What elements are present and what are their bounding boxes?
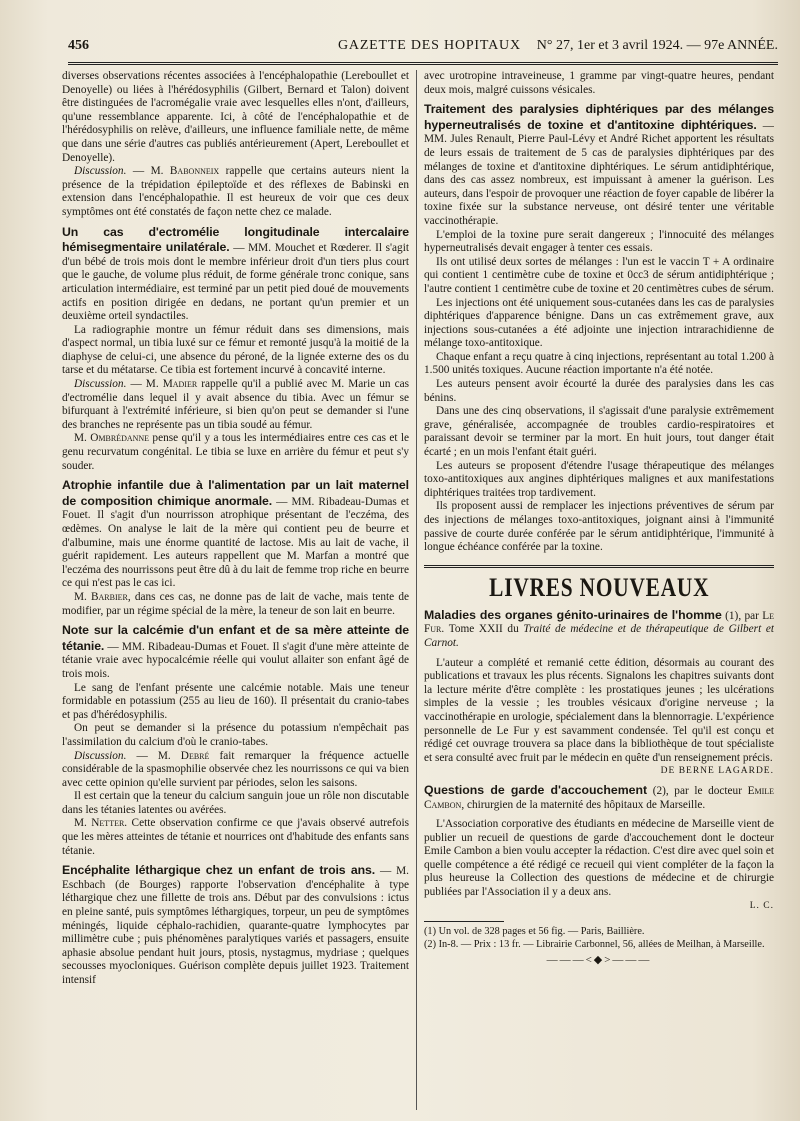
section-authors: — MM. Mouchet et Rœderer. [233, 242, 372, 255]
right-column [424, 70, 774, 1115]
paragraph: Ils ont utilisé deux sortes de mélanges : l'un est le vaccin T + A ordinaire qui contient 1 centimètre cube de toxine et 0cc3 de sérum antidiphtérique ; l'autre contient 1 centimètre cube de toxine et 20 centimètres cubes de sérum. [424, 255, 774, 295]
paragraph: Chaque enfant a reçu quatre à cinq injections, représentant au total 1.200 à 1.500 unités toxiques. Aucune réaction importante n'a été notée. [424, 350, 774, 377]
paragraph: On peut se demander si la présence du potassium n'empêchait pas l'assimilation du calcium d'où le cranio-tabes. [62, 722, 409, 748]
section-ectromelie: Un cas d'ectromélie longitudinale intercalaire hémisegmentaire unilatérale. — MM. Mouchet et Rœderer. Il s'agit d'un bébé de trois mois dont le membre inférieur droit d'un tiers plus court que le gauche, de volume plus réduit, de forme générale tronc conique, sans articulation intermédiaire, est terminé par un petit pied doué de mouvements actifs en position dirigée en dedans, ne portant qu'un premier et un deuxième orteil syndactiles. La radiographie montre un fémur réduit dans ses dimensions, mais d'aspect normal, un tibia luxé sur ce fémur et remonté jusqu'à la moitié de la diaphyse de celui-ci, une absence du péroné, de la lignée externe des os du tarse et du métatarse. Ce tibia est fortement incurvé à concavité interne. Discussion. — M. Madier rappelle qu'il a publié avec M. Marie un cas d'ectromélie dans lequel il y avait absence du tibia. Avec un fémur se bifurquant à l'extrémité inférieure, si bien qu'on peut se demander si l'une des branches ne représente pas un tibia soudé au fémur. M. Ombrédanne pense qu'il y a tous les intermédiaires entre ces cas et le genu recurvatum congénital. Le tibia se luxe en arrière du fémur et peut s'y souder. [62, 224, 409, 472]
section-authors: — MM. Jules Renault, Pierre Paul-Lévy et André Richet [424, 119, 774, 146]
book-review-1: Maladies des organes génito-urinaires de l'homme (1), par Le Fur. Tome XXII du Traité de médecine et de thérapeutique de Gilbert et Carnot. L'auteur a complété et remanié cette édition, désormais au courant des publications et travaux les plus récents. Signalons les chapitres suivants dont la lecture mérite d'être complète : les prostatiques jeunes ; les ulcérations simples de la vessie ; les troubles vésicaux d'origine nerveuse ; la vaccinothérapie en urologie, spécialement dans la blennorragie. L'expérience personnelle de Le Fur y est savamment condensée. Tel qu'il est conçu et rédigé cet ouvrage trouvera sa place dans la bibliothèque de tout spécialiste et sera consulté avec fruit par le médecin en quête d'un renseignement précis. DE BERNE LAGARDE. [424, 609, 774, 779]
paragraph: Le sang de l'enfant présente une calcémie notable. Mais une teneur formidable en potassium (255 au lieu de 160). Il présentait du cranio-tabes et pas d'hérédosyphilis. [62, 681, 409, 721]
page-number: 456 [68, 38, 89, 53]
review-text: L'auteur a complété et remanié cette édition, désormais au courant des publications et travaux les plus récents. Signalons les chapitres suivants dont la lecture mérite d'être complète : les prostatiques jeunes ; les ulcérations simples de la vessie ; les troubles vésicaux d'origine nerveuse ; la vaccinothérapie en urologie, spécialement dans la blennorragie. L'expérience personnelle de Le Fur y est savamment condensée. Tel qu'il est conçu et rédigé cet ouvrage trouvera sa place dans la bibliothèque de tout spécialiste et sera consulté avec fruit par le médecin en quête d'un renseignement précis. [424, 656, 774, 764]
section-title: Note sur la calcémie d'un enfant et de sa mère atteinte de tétanie. [62, 623, 409, 653]
book-title: Maladies des organes génito-urinaires de l'homme [424, 607, 722, 622]
paragraph: L'emploi de la toxine pure serait dangereux ; l'innocuité des mélanges hyperneutralisés devait engager à tenter ces essais. [424, 228, 774, 255]
paragraph: M. Barbier, dans ces cas, ne donne pas de lait de vache, mais tente de modifier, par un régime spécial de la mère, la teneur de son lait en beurre. [62, 590, 409, 617]
footnote: (1) Un vol. de 328 pages et 56 fig. — Paris, Baillière. [424, 926, 645, 938]
section-title: Encéphalite léthargique chez un enfant de trois ans. [62, 863, 376, 878]
paragraph: Il est certain que la teneur du calcium sanguin joue un rôle non discutable dans les tétanies latentes ou avérées. [62, 790, 409, 816]
livres-nouveaux-heading: LIVRES NOUVEAUX [488, 572, 710, 602]
paragraph: avec urotropine intraveineuse, 1 gramme par vingt-quatre heures, pendant deux mois, malgré cuissons vésicales. [424, 70, 774, 96]
journal-title: GAZETTE DES HOPITAUX [338, 38, 521, 53]
footnote: (2) In-8. — Prix : 13 fr. — Librairie Carbonnel, 56, allées de Meilhan, à Marseille. [424, 938, 765, 950]
paragraph: Les auteurs se proposent d'étendre l'usage thérapeutique des mélanges toxo-antitoxiques aux angines diphtériques malignes et aux manifestations diphtériques traitées trop tardivement. [424, 459, 774, 499]
section-title: Un cas d'ectromélie longitudinale intercalaire hémisegmentaire unilatérale. [62, 224, 409, 255]
header-rule [68, 62, 778, 65]
paragraph: Ils proposent aussi de remplacer les injections préventives de sérum par des injections de mélanges toxo-antitoxiques, joignant ainsi à l'immunité passive de courte durée conférée par le sérum antidiphtérique, l'immunité à longue échéance conférée par la toxine. [424, 500, 774, 554]
paragraph: Dans une des cinq observations, il s'agissait d'une paralysie extrêmement grave, généralisée, accompagnée de troubles cardio-respiratoires et paraissant devoir se terminer par la mort. En huit jours, tout danger était écarté ; en un mois l'enfant était guéri. [424, 405, 774, 459]
book-title: Questions de garde d'accouchement [424, 782, 648, 797]
section-authors: — M. Eschbach (de Bourges) [62, 865, 409, 891]
discussion-paragraph: Discussion. — M. Debré fait remarquer la fréquence actuelle considérable de la spasmophilie observée chez les nourrissons ce qui va bien avec cette opinion qu'elle survient par périodes, selon les saisons. [62, 749, 409, 789]
review-text: L'Association corporative des étudiants en médecine de Marseille vient de publier un recueil de questions de garde d'accouchement dont le docteur Emile Cambon a bien voulu accepter la rédaction. C'est dire avec quel soin et quelle compétence a été rédigé ce recueil qui vient compléter de la façon la plus heureuse la Collection des questions de médecine et de chirurgie publiées par l'Association il y a deux ans. [424, 818, 774, 899]
discussion-paragraph: Discussion. — M. Madier rappelle qu'il a publié avec M. Marie un cas d'ectromélie dans lequel il y avait absence du tibia. Avec un fémur se bifurquant à l'extrémité inférieure, si bien qu'on peut se demander si l'une des branches ne représente pas un tibia soudé au fémur. [62, 378, 409, 431]
end-ornament: ———<◆>——— [546, 954, 652, 967]
section-encephalite: Encéphalite léthargique chez un enfant de trois ans. — M. Eschbach (de Bourges) rapporte l'observation d'encéphalite à type léthargique chez une fillette de trois ans. Début par des convulsions : ictus en pleine santé, puis symptômes léthargiques, torpeur, un peu de symptômes méningés, liquide céphalo-rachidien, quarante-quatre lymphocytes par millimètre cube ; puis phénomènes paralytiques variés et passagers, ensuite aphasie absolue pendant huit jours, ptosis, nystagmus, mydriase ; quelques secousses myocloniques. Guérison complète depuis juillet 1923. Traitement intensif [62, 863, 409, 986]
section-authors: — MM. Ribadeau-Dumas et Fouet. [62, 495, 409, 522]
left-column [62, 70, 409, 1115]
footnote-rule [424, 921, 504, 922]
review-signature: L. C. [749, 900, 774, 911]
paragraph: M. Ombrédanne pense qu'il y a tous les intermédiaires entre ces cas et le genu recurvatum congénital. Le tibia se luxe en arrière du fémur et peut s'y souder. [62, 432, 409, 472]
section-paralysies: Traitement des paralysies diphtériques par des mélanges hyperneutralisés de toxine et d'antitoxine diphtériques. — MM. Jules Renault, Pierre Paul-Lévy et André Richet apportent les résultats de leurs essais de traitement de 5 cas de paralysies diphtériques par des mélanges de toxine et d'antitoxine diphtériques. Le sérum antidiphtérique, dans des cas assez nombreux, est impuissant à amener la guérison. Les auteurs, dans l'espoir de provoquer une réaction de foyer capable de libérer la toxine fixée sur la substance nerveuse, ont désiré tenter une véritable vaccinothérapie. L'emploi de la toxine pure serait dangereux ; l'innocuité des mélanges hyperneutralisés devait engager à tenter ces essais. Ils ont utilisé deux sortes de mélanges : l'un est le vaccin T + A ordinaire qui contient 1 centimètre cube de toxine et 0cc3 de sérum antidiphtérique ; l'autre contient 1 centimètre cube de toxine et 20 centimètres cubes de sérum. Les injections ont été uniquement sous-cutanées dans les cas de paralysies diphtériques d'apparence bénigne. Dans un cas extrêmement grave, aux injections sous-cutanées a été adjointe une injection intrarachidienne de mélange toxo-antitoxique. Chaque enfant a reçu quatre à cinq injections, représentant au total 1.200 à 1.500 unités toxiques. Aucune réaction importante n'a été notée. Les auteurs pensent avoir écourté la durée des paralysies dans les cas bénins. Dans une des cinq observations, il s'agissait d'une paralysie extrêmement grave, généralisée, accompagnée de troubles cardio-respiratoires et paraissant devoir se terminer par la mort. En huit jours, tout danger était écarté ; en un mois l'enfant était guéri. Les auteurs se proposent d'étendre l'usage thérapeutique des mélanges toxo-antitoxiques aux angines diphtériques malignes et aux manifestations diphtériques traitées trop tardivement. Ils proposent aussi de remplacer les injections préventives de sérum par des injections de mélanges toxo-antitoxiques, joignant ainsi à l'immunité passive de courte durée conférée par le sérum antidiphtérique, l'immunité à longue échéance conférée par la toxine. [424, 102, 774, 554]
page-header [68, 38, 778, 62]
discussion-paragraph: Discussion. — M. Babonneix rappelle que certains auteurs nient la présence de la trépidation épileptoïde et des réflexes de Babinski en extension dans l'encéphalopathie. Il est heureux de voir que ces deux symptômes ont été constatés de façon nette chez ce malade. [62, 165, 409, 218]
paragraph: M. Netter. Cette observation confirme ce que j'avais observé autrefois que les mères atteintes de tétanie et nourrices ont d'habitude des enfants sans tétanie. [62, 817, 409, 857]
section-authors: — MM. Ribadeau-Dumas et Fouet. [107, 640, 270, 653]
column-divider [416, 70, 417, 1110]
section-title: Traitement des paralysies diphtériques par des mélanges hyperneutralisés de toxine et d'antitoxine diphtériques. [424, 102, 774, 132]
section-title: Atrophie infantile due à l'alimentation par un lait maternel de composition chimique anormale. [62, 478, 409, 508]
section-atrophie: Atrophie infantile due à l'alimentation par un lait maternel de composition chimique anormale. — MM. Ribadeau-Dumas et Fouet. Il s'agit d'un nourrisson atrophique présentant de l'eczéma, des œdèmes. On analyse le lait de la mère qui contient peu de beurre et d'albumine, mais une énorme quantité de lactose. Mis au lait de vache, il guérit rapidement. Les auteurs rappellent que M. Marfan a montré que l'eczéma des nourrissons peut être dû à du lait de femme trop riche en beurre ce qui n'est pas le cas ici. M. Barbier, dans ces cas, ne donne pas de lait de vache, mais tente de modifier, par un régime spécial de la mère, la teneur de son lait en beurre. [62, 478, 409, 617]
paragraph: Les injections ont été uniquement sous-cutanées dans les cas de paralysies diphtériques d'apparence bénigne. Dans un cas extrêmement grave, aux injections sous-cutanées a été adjointe une injection intrarachidienne de mélange toxo-antitoxique. [424, 296, 774, 350]
section-calcemie: Note sur la calcémie d'un enfant et de sa mère atteinte de tétanie. — MM. Ribadeau-Dumas et Fouet. Il s'agit d'une mère atteinte de tétanie vraie avec hypocalcémie réelle qui voulut allaiter son enfant âgé de trois mois. Le sang de l'enfant présente une calcémie notable. Mais une teneur formidable en potassium (255 au lieu de 160). Il présentait du cranio-tabes et pas d'hérédosyphilis. On peut se demander si la présence du potassium n'empêchait pas l'assimilation du calcium d'où le cranio-tabes. Discussion. — M. Debré fait remarquer la fréquence actuelle considérable de la spasmophilie observée chez les nourrissons ce qui va bien avec cette opinion qu'elle survient par périodes, selon les saisons. Il est certain que la teneur du calcium sanguin joue un rôle non discutable dans les tétanies latentes ou avérées. M. Netter. Cette observation confirme ce que j'avais observé autrefois que les mères atteintes de tétanie et nourrices ont d'habitude des enfants sans tétanie. [62, 623, 409, 857]
paragraph: La radiographie montre un fémur réduit dans ses dimensions, mais d'aspect normal, un tibia luxé sur ce fémur et remonté jusqu'à la moitié de la diaphyse de celui-ci, une absence du péroné, de la lignée externe des os du tarse et du métatarse. Ce tibia est fortement incurvé à concavité interne. [62, 323, 409, 377]
livres-nouveaux-band [424, 565, 774, 604]
issue-info: N° 27, 1er et 3 avril 1924. — 97e ANNÉE. [536, 38, 778, 53]
book-review-2: Questions de garde d'accouchement (2), par le docteur Emile Cambon, chirurgien de la maternité des hôpitaux de Marseille. L'Association corporative des étudiants en médecine de Marseille vient de publier un recueil de questions de garde d'accouchement dont le docteur Emile Cambon a bien voulu accepter la rédaction. C'est dire avec quel soin et quelle compétence a été rédigé ce recueil qui vient compléter de la façon la plus heureuse la Collection des questions de médecine et de chirurgie publiées par l'Association il y a deux ans. L. C. [424, 784, 774, 913]
review-signature: DE BERNE LAGARDE. [660, 766, 774, 777]
paragraph: Les auteurs pensent avoir écourté la durée des paralysies dans les cas bénins. [424, 378, 774, 404]
paragraph: diverses observations récentes associées à l'encéphalopathie (Lereboullet et Denoyelle) ou liées à l'hérédosyphilis (Gilbert, Bernard et Talon) doivent être distinguées de l'acromégalie vraie avec lesquelles elles n'ont, d'ailleurs, qu'une ressemblance apparente. Ici, à côté de l'encéphalopathie et de l'hérédosyphilis on relève, d'ailleurs, une influence familiale nette, de même que dans une série d'autres cas publiés antérieurement (Apert, Lereboullet et Denoyelle). [62, 70, 409, 164]
